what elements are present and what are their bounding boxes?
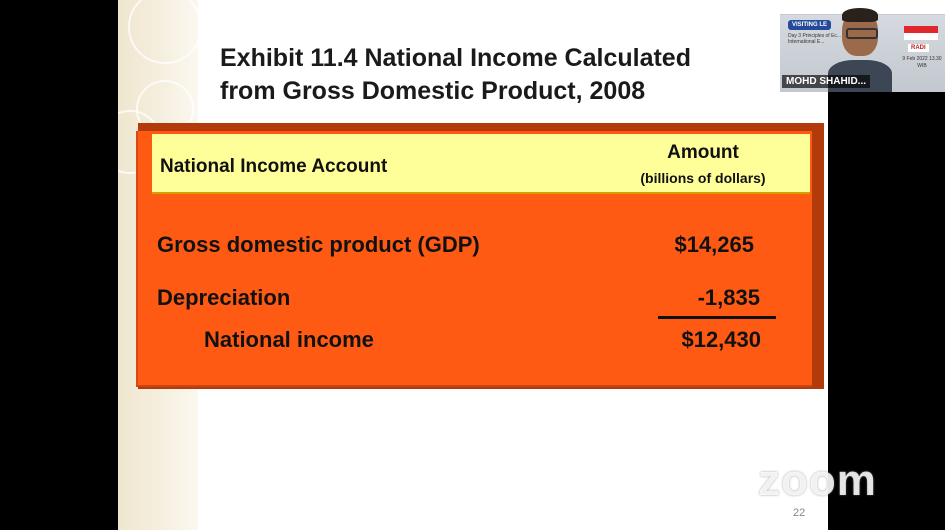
slide-title-line-1: Exhibit 11.4 National Income Calculated xyxy=(220,44,691,72)
flag-icon xyxy=(904,26,938,40)
sum-line xyxy=(658,316,776,319)
slide-title xyxy=(220,42,780,108)
presentation-slide xyxy=(118,0,828,530)
participant-hair xyxy=(842,8,878,22)
event-date: 9 Feb 2022 13.30 WIB xyxy=(902,56,942,69)
participant-video-tile[interactable] xyxy=(780,0,945,92)
row-depreciation-label: Depreciation xyxy=(157,285,291,310)
row-national-income-value: $12,430 xyxy=(681,327,761,352)
event-subtext: Day 3 Principles of Ec... International E... xyxy=(788,33,842,45)
slide-page-number: 22 xyxy=(793,507,806,519)
header-unit: (billions of dollars) xyxy=(640,170,766,186)
row-depreciation-value: -1,835 xyxy=(697,285,760,310)
row-gdp-label: Gross domestic product (GDP) xyxy=(157,232,480,257)
income-table xyxy=(136,131,812,387)
participant-name-label: MOHD SHAHID... xyxy=(782,75,870,88)
zoom-watermark: zoom xyxy=(758,456,877,505)
visiting-badge: VISITING LE xyxy=(788,20,831,30)
row-gdp-value: $14,265 xyxy=(674,232,754,257)
radio-badge: RADI xyxy=(908,44,929,52)
header-amount: Amount xyxy=(667,142,739,163)
header-account: National Income Account xyxy=(160,156,388,177)
participant-glasses xyxy=(846,28,878,39)
table-header xyxy=(152,134,810,194)
row-national-income-label: National income xyxy=(204,327,374,352)
slide-title-line-2: from Gross Domestic Product, 2008 xyxy=(220,77,646,105)
deco-circle xyxy=(128,0,202,64)
